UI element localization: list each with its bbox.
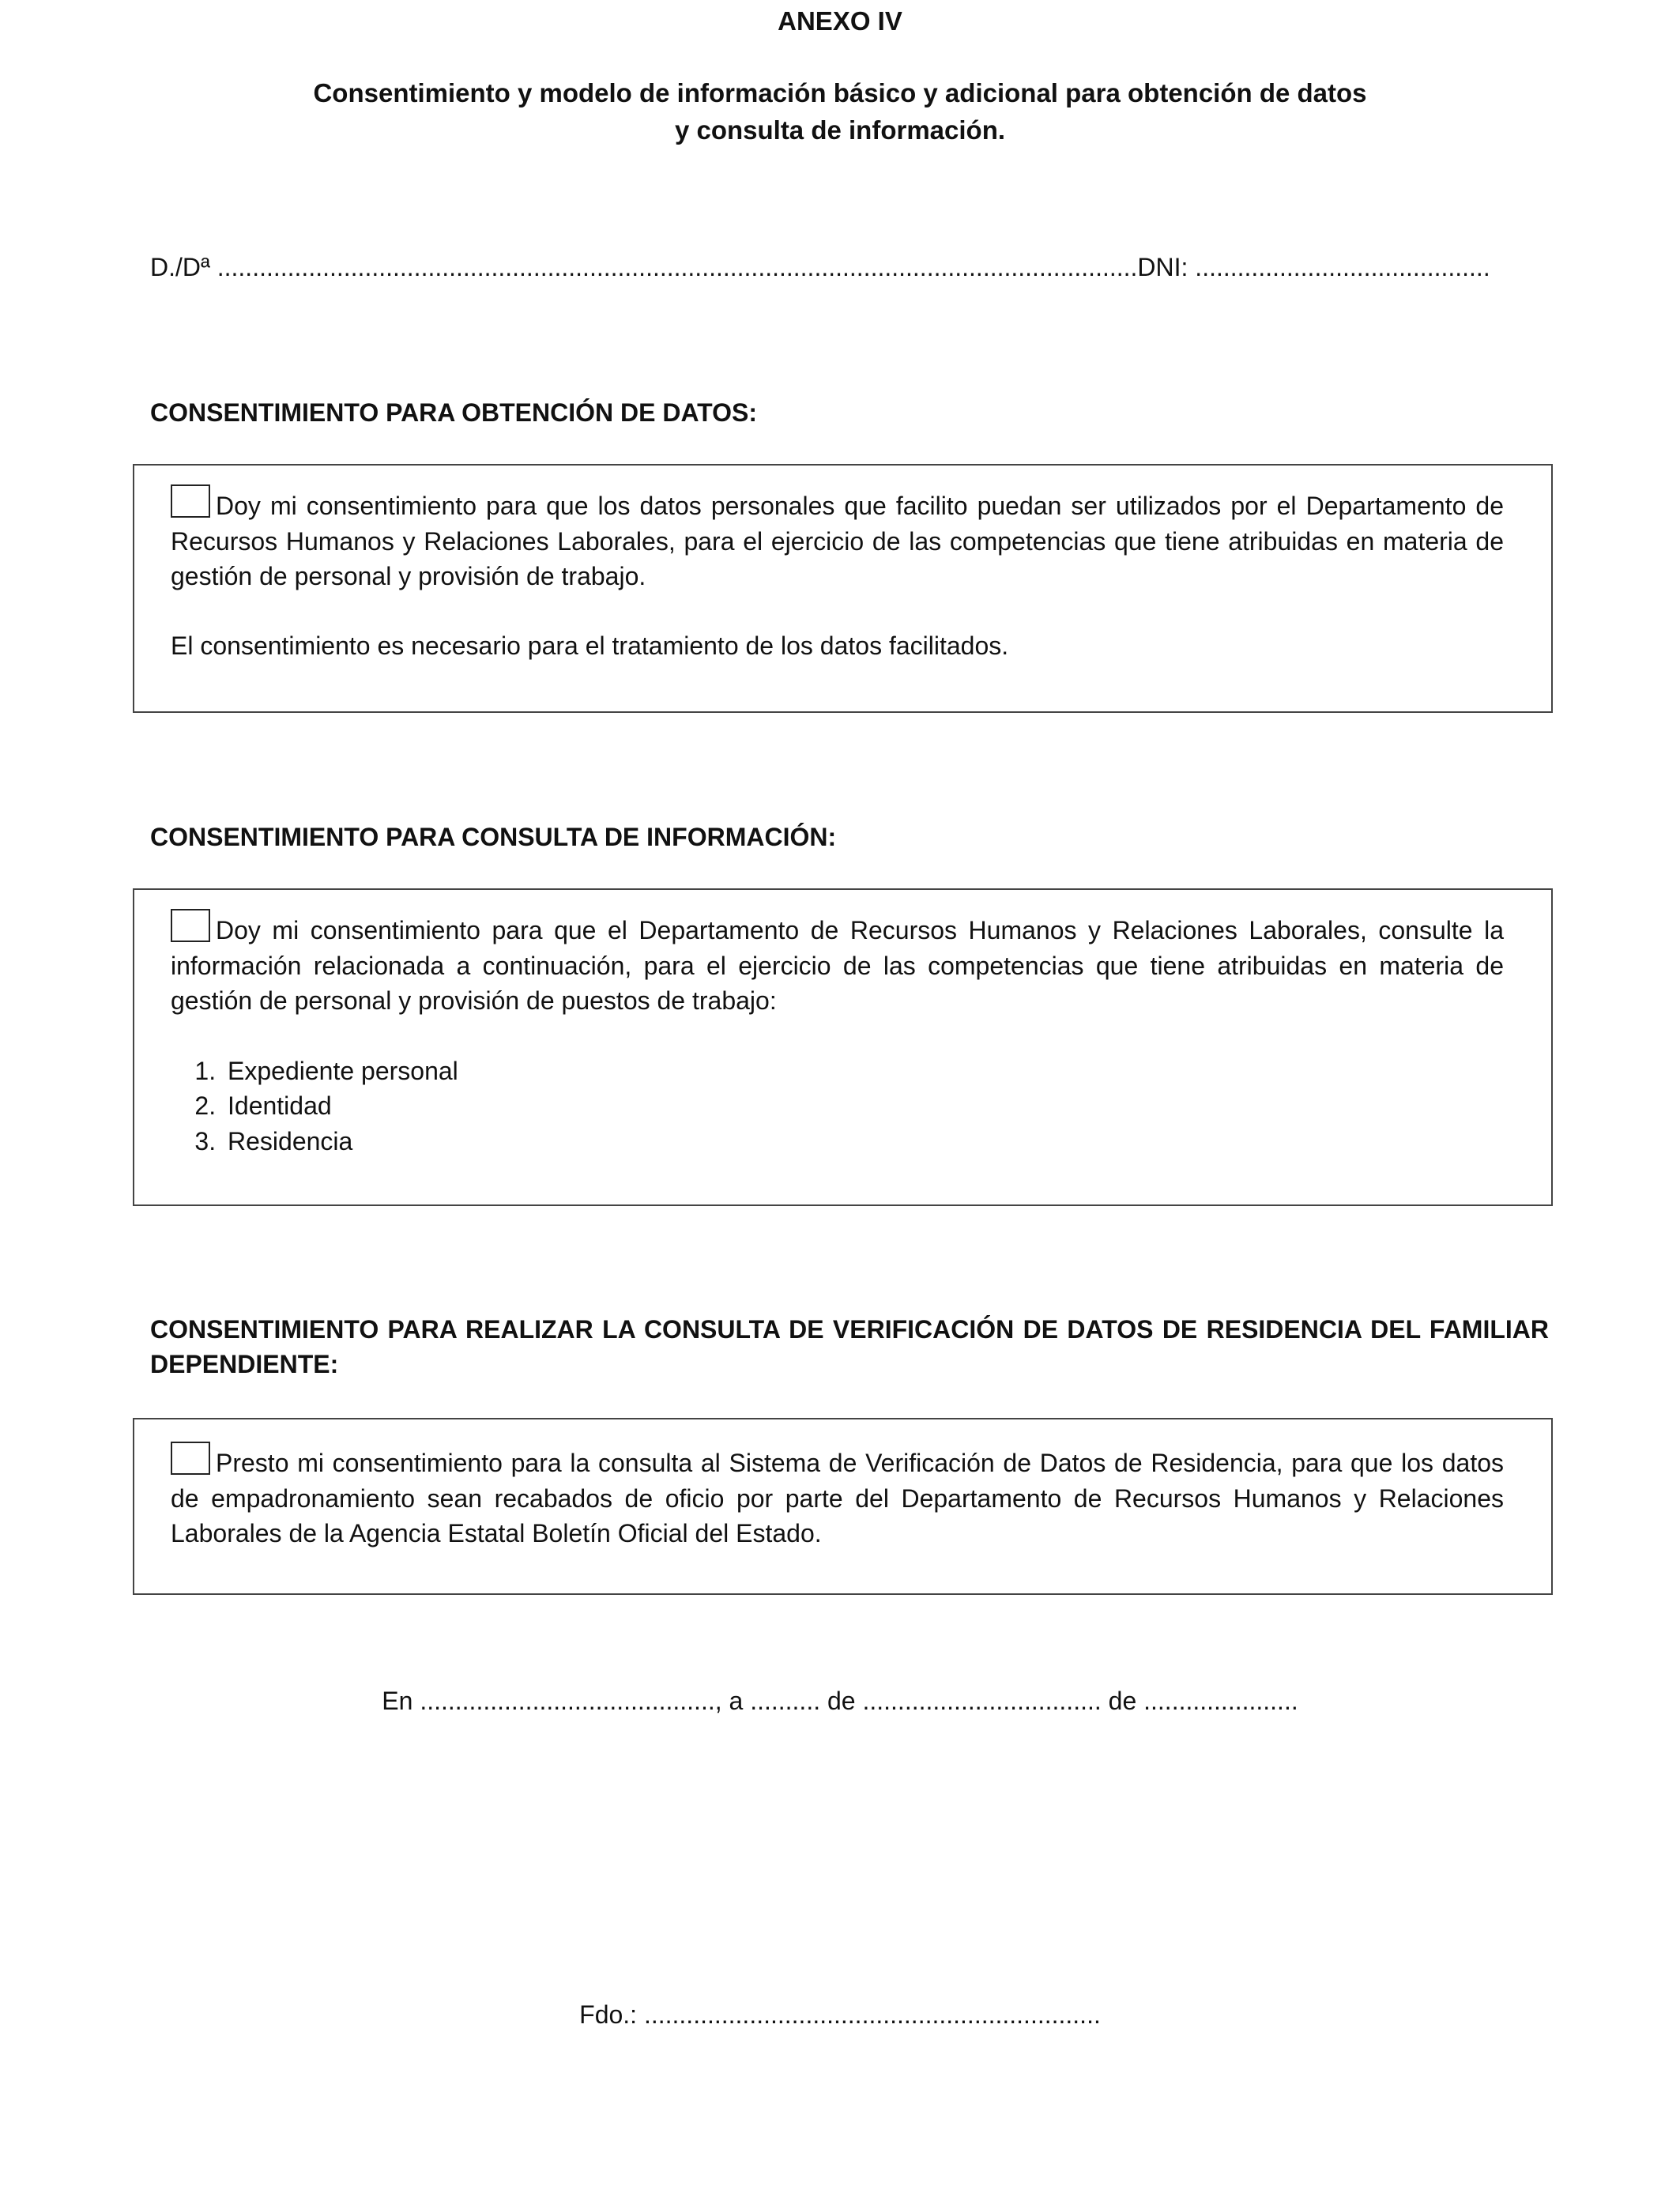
consent-checkbox-data-collection[interactable]: [171, 484, 210, 518]
consent-paragraph: [171, 909, 1504, 1019]
consent-checkbox-information-query[interactable]: [171, 909, 210, 942]
document-title-line-1: Consentimiento y modelo de información básico y adicional para obtención de datos: [313, 78, 1367, 107]
information-list: [171, 1054, 1504, 1159]
dni-label: DNI:: [1137, 253, 1188, 281]
consent-box-data-collection: [133, 464, 1553, 713]
consent-text: Doy mi consentimiento para que el Departamento de Recursos Humanos y Relaciones Laborales, consulte la información relacionada a continuación, para el ejercicio de las competencias que tiene atribuidas en materia de gestión de personal y provisión de puestos de trabajo:: [171, 916, 1504, 1015]
consent-paragraph: [171, 1442, 1504, 1551]
name-label: D./Dª: [150, 253, 210, 281]
consent-text: Presto mi consentimiento para la consulta al Sistema de Verificación de Datos de Residencia, para que los datos de empadronamiento sean recabados de oficio por parte del Departamento de Recursos Humanos y Relaciones Laborales de la Agencia Estatal Boletín Oficial del Estado.: [171, 1449, 1504, 1547]
list-item: 3. Residencia: [223, 1124, 1504, 1159]
signature-line[interactable]: Fdo.: .................................................................: [579, 2000, 1101, 2029]
consent-paragraph: [171, 484, 1504, 594]
consent-checkbox-residence-verification[interactable]: [171, 1442, 210, 1475]
document-title: [0, 74, 1680, 149]
section-heading-data-collection: CONSENTIMIENTO PARA OBTENCIÓN DE DATOS:: [150, 398, 758, 427]
consent-box-residence-verification: [133, 1418, 1553, 1595]
place-date-line[interactable]: En .........................................., a .......... de .................................. de ......................: [382, 1687, 1298, 1715]
document-title-line-2: y consulta de información.: [674, 115, 1006, 145]
consent-text: Doy mi consentimiento para que los datos personales que facilito puedan ser utilizados por el Departamento de Recursos Humanos y Relaciones Laborales, para el ejercicio de las competencias que tiene atribuidas en materia de gestión de personal y provisión de trabajo.: [171, 492, 1504, 590]
section-heading-information-query: CONSENTIMIENTO PARA CONSULTA DE INFORMACIÓN:: [150, 823, 837, 851]
list-item: 1. Expediente personal: [223, 1054, 1504, 1089]
section-heading-residence-verification: CONSENTIMIENTO PARA REALIZAR LA CONSULTA DE VERIFICACIÓN DE DATOS DE RESIDENCIA DEL FAMILIAR DEPENDIENTE:: [150, 1315, 1549, 1378]
identity-line: [150, 253, 1557, 282]
consent-note: El consentimiento es necesario para el tratamiento de los datos facilitados.: [171, 631, 1009, 660]
annex-title: ANEXO IV: [778, 6, 902, 36]
dni-fill-field[interactable]: ..........................................: [1195, 253, 1490, 281]
name-fill-field[interactable]: ...................................................................................................................................: [217, 253, 1138, 281]
consent-box-information-query: [133, 888, 1553, 1206]
list-item: 2. Identidad: [223, 1088, 1504, 1124]
